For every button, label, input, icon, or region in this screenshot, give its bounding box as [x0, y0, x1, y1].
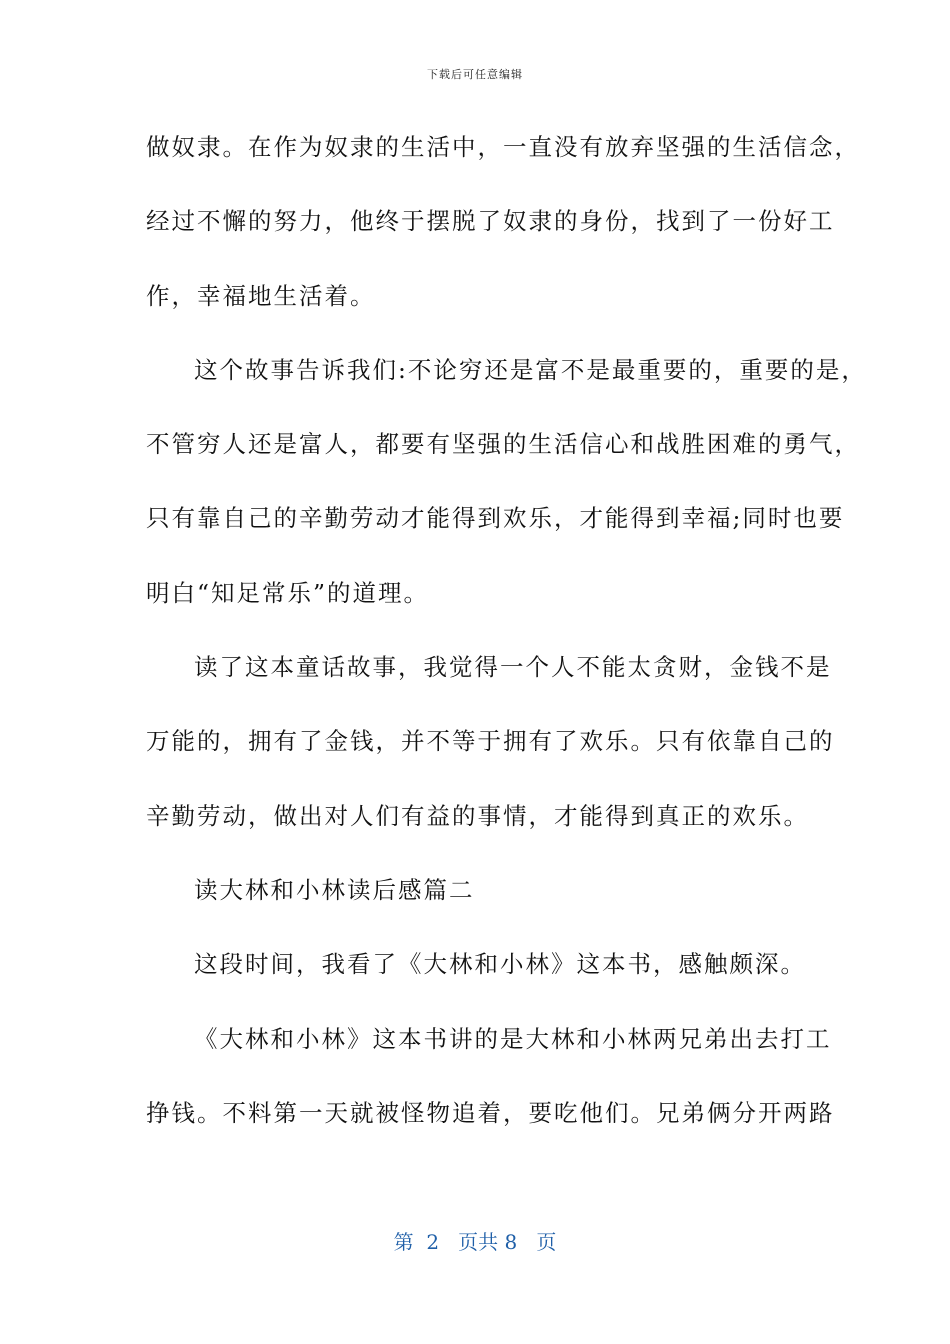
- text-line: 做奴隶。在作为奴隶的生活中，一直没有放弃坚强的生活信念，: [146, 133, 860, 161]
- page-header: 下载后可任意编辑: [427, 68, 523, 81]
- text-line: 辛勤劳动，做出对人们有益的事情，才能得到真正的欢乐。: [146, 801, 809, 830]
- document-body: [146, 120, 867, 1160]
- text-line: 只有靠自己的辛勤劳动才能得到欢乐，才能得到幸福;同时也要: [146, 504, 845, 533]
- text-line: 不管穷人还是富人，都要有坚强的生活信心和战胜困难的勇气，: [146, 430, 860, 459]
- section-heading: 读大林和小林读后感篇二: [194, 875, 475, 904]
- text-line: 万能的，拥有了金钱，并不等于拥有了欢乐。只有依靠自己的: [146, 727, 835, 756]
- text-line: 读了这本童话故事，我觉得一个人不能太贪财，金钱不是: [194, 653, 832, 682]
- text-line: 作，幸福地生活着。: [146, 281, 376, 310]
- text-line: 挣钱。不料第一天就被怪物追着，要吃他们。兄弟俩分开两路: [146, 1098, 835, 1127]
- page-number-footer: 第 2 页共 8 页: [393, 1230, 557, 1254]
- text-line: 明白“知足常乐”的道理。: [146, 578, 430, 607]
- text-line: 这段时间，我看了《大林和小林》这本书，感触颇深。: [194, 950, 806, 979]
- text-line: 这个故事告诉我们:不论穷还是富不是最重要的，重要的是，: [194, 355, 867, 384]
- text-line: 《大林和小林》这本书讲的是大林和小林两兄弟出去打工: [194, 1024, 832, 1053]
- text-line: 经过不懈的努力，他终于摆脱了奴隶的身份，找到了一份好工: [146, 207, 835, 236]
